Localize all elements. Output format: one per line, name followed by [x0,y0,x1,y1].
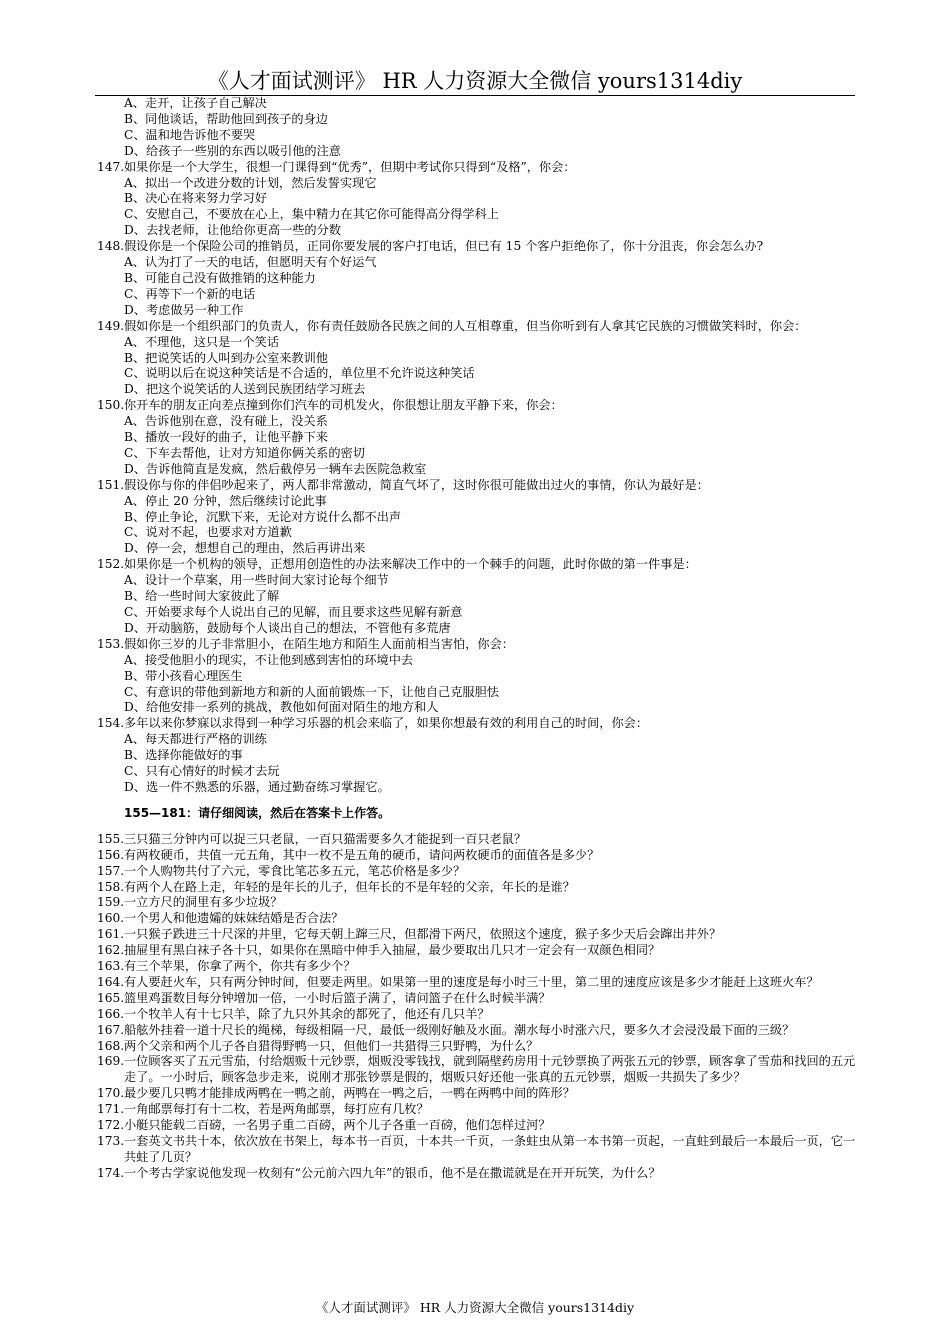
question-text: 你开车的朋友正向差点撞到你们汽车的司机发火，你很想让朋友平静下来，你会： [124,398,563,413]
answer-option: C、再等下一个新的电话 [124,286,256,301]
puzzle-text: 篮里鸡蛋数目每分钟增加一倍，一小时后篮子满了，请问篮子在什么时候半满？ [124,990,551,1005]
question-row [97,239,857,255]
puzzle-number: 168. [97,1038,125,1053]
question-number: 154. [97,716,125,731]
puzzle-text: 一套英文书共十本，依次放在书架上，每本书一百页，十本共一千页，一条蛀虫从第一本书第一页起，一直蛀到最后一本最后一页，它一共蛀了几页？ [124,1134,856,1164]
question-number: 148. [97,239,125,254]
lead-option: B、同他谈话，帮助他回到孩子的身边 [124,111,328,126]
question-item [97,239,857,319]
question-number: 149. [97,318,125,333]
answer-option: B、停止争论，沉默下来，无论对方说什么都不出声 [124,509,402,524]
puzzle-number: 166. [97,1006,125,1021]
question-item [97,637,857,717]
question-item [97,398,857,478]
answer-option: B、给一些时间大家彼此了解 [124,589,280,604]
question-number: 153. [97,636,125,651]
puzzle-text: 一个男人和他遗孀的妹妹结婚是否合法？ [124,911,344,926]
question-number: 151. [97,477,125,492]
answer-option: D、去找老师，让他给你更高一些的分数 [124,223,341,238]
puzzle-item [97,975,857,991]
answer-option: A、认为打了一天的电话，但愿明天有个好运气 [124,255,377,270]
puzzle-number: 173. [97,1134,125,1148]
puzzle-item [97,1039,857,1055]
answer-option: D、开动脑筋，鼓励每个人谈出自己的想法，不管他有多荒唐 [124,620,451,635]
puzzle-number: 156. [97,847,125,862]
answer-option: B、播放一段好的曲子，让他平静下来 [124,430,328,445]
question-text: 假设你与你的伴侣吵起来了，两人都非常激动，简直气坏了，这时你很可能做出过火的事情，你认为最好是： [124,477,709,492]
answer-option: C、开始要求每个人说出自己的见解，而且要求这些见解有新意 [124,605,463,619]
question-text: 假如你是一个组织部门的负责人，你有责任鼓励各民族之间的人互相尊重，但当你听到有人拿其它民族的习惯做笑料时，你会： [124,318,807,333]
lead-option: A、走开，让孩子自己解决 [124,96,267,110]
lead-options [97,96,857,160]
answer-option: A、停止 20 分钟，然后继续讨论此事 [124,493,327,508]
document-body [97,96,857,1182]
puzzle-item [97,911,857,927]
puzzle-item [97,880,857,896]
answer-option: B、选择你能做好的事 [124,748,243,763]
answer-option: C、安慰自己，不要放在心上，集中精力在其它你可能得高分得学科上 [124,207,499,222]
puzzle-item [97,1023,857,1039]
puzzle-text: 一个考古学家说他发现一枚刻有“公元前六四九年”的银币，他不是在撒谎就是在开开玩笑，为什么？ [124,1165,661,1180]
answer-option: C、下车去帮他，让对方知道你俩关系的密切 [124,445,365,460]
answer-option: D、停一会，想想自己的理由，然后再讲出来 [124,541,366,556]
answer-option: C、说对不起，也要求对方道歉 [124,525,292,540]
answer-option: B、把说笑话的人叫到办公室来教训他 [124,350,328,365]
question-text: 如果你是一个机构的领导，正想用创造性的办法来解决工作中的一个棘手的问题，此时你做的第一件事是： [124,557,697,572]
puzzle-number: 164. [97,974,125,989]
question-number: 147. [97,159,125,174]
puzzle-item [97,1054,857,1086]
puzzle-item [97,848,857,864]
question-row [97,557,857,573]
puzzle-item [97,959,857,975]
section-title: 155—181：请仔细阅读，然后在答案卡上作答。 [124,805,391,820]
answer-option: A、拟出一个改进分数的计划，然后发誓实现它 [124,175,377,190]
lead-option: C、温和地告诉他不要哭 [124,127,256,142]
puzzle-text: 抽屉里有黑白袜子各十只，如果你在黑暗中伸手入抽屉，最少要取出几只才一定会有一双颜色相同？ [124,943,661,958]
question-row [97,398,857,414]
puzzle-text: 一个牧羊人有十七只羊，除了九只外其余的都死了，他还有几只羊？ [124,1006,490,1021]
answer-option: D、告诉他简直是发疯，然后截停另一辆车去医院急救室 [124,461,427,476]
puzzle-text: 最少要几只鸭才能排成两鸭在一鸭之前，两鸭在一鸭之后，一鸭在两鸭中间的阵形？ [124,1086,575,1101]
puzzle-number: 165. [97,990,125,1005]
question-item [97,160,857,240]
question-number: 152. [97,557,125,572]
puzzle-number: 158. [97,879,125,894]
answer-option: B、决心在将来努力学习好 [124,191,268,206]
puzzle-number: 157. [97,863,125,878]
puzzle-text: 船舷外挂着一道十尺长的绳梯，每级相隔一尺，最低一级刚好触及水面。潮水每小时涨六尺，要多久才会浸没最下面的三级？ [124,1022,795,1037]
answer-option: C、说明以后在说这种笑话是不合适的，单位里不允许说这种笑话 [124,366,475,381]
puzzle-item [97,832,857,848]
puzzle-item [97,864,857,880]
answer-option: A、设计一个草案，用一些时间大家讨论每个细节 [124,573,389,588]
puzzle-text: 一角邮票每打有十二枚，若是两角邮票，每打应有几枚？ [124,1102,429,1117]
puzzle-text: 有两枚硬币，共值一元五角，其中一枚不是五角的硬币，请问两枚硬币的面值各是多少？ [124,847,600,862]
puzzle-item [97,1134,857,1166]
puzzle-number: 160. [97,911,125,926]
puzzle-number: 171. [97,1102,125,1117]
question-text: 假设你是一个保险公司的推销员，正同你要发展的客户打电话，但已有 15 个客户拒绝你了，你十分沮丧，你会怎么办? [124,239,764,254]
puzzle-text: 有两个人在路上走，年轻的是年长的儿子，但年长的不是年轻的父亲，年长的是谁？ [124,879,575,894]
question-list [97,160,857,796]
answer-option: B、可能自己没有做推销的这种能力 [124,270,316,285]
page-header: 《人才面试测评》 HR 人力资源大全微信 yours1314diy [207,69,743,93]
puzzle-item [97,943,857,959]
puzzle-number: 155. [97,831,125,846]
question-item [97,557,857,637]
question-item [97,716,857,796]
puzzle-item [97,1118,857,1134]
puzzle-number: 172. [97,1118,125,1133]
answer-option: C、有意识的带他到新地方和新的人面前锻炼一下，让他自己克服胆怯 [124,684,499,699]
puzzle-item [97,1102,857,1118]
puzzle-text: 有三个苹果，你拿了两个，你共有多少个？ [124,959,356,974]
question-item [97,478,857,558]
answer-option: A、接受他胆小的现实，不让他到感到害怕的环境中去 [124,652,414,667]
puzzle-text: 一只猴子跌进三十尺深的井里，它每天朝上蹿三尺，但都滑下两尺，依照这个速度，猴子多少天后会蹿出井外？ [124,927,722,942]
puzzle-text: 三只猫三分钟内可以捉三只老鼠，一百只猫需要多久才能捉到一百只老鼠？ [124,831,527,846]
puzzle-item [97,895,857,911]
puzzle-text: 一位顾客买了五元雪茄，付给烟贩十元钞票，烟贩没零钱找，就到隔壁药房用十元钞票换了两张五元的钞票，顾客拿了雪茄和找回的五元走了。一小时后，顾客急步走来，说刚才那张钞票是假的，烟贩只好还他一张真的五元钞票，烟贩一共损失了多少？ [124,1054,856,1085]
puzzle-number: 163. [97,959,125,974]
answer-option: D、把这个说笑话的人送到民族团结学习班去 [124,382,366,397]
puzzle-text: 小艇只能载二百磅，一名男子重二百磅，两个儿子各重一百磅，他们怎样过河？ [124,1118,551,1133]
answer-option: B、带小孩看心理医生 [124,668,243,683]
answer-option: A、不理他，这只是一个笑话 [124,334,280,349]
answer-option: D、考虑做另一种工作 [124,302,244,317]
puzzle-item [97,1007,857,1023]
puzzle-item [97,991,857,1007]
question-row [97,160,857,176]
question-row [97,716,857,732]
answer-option: A、每天都进行严格的训练 [124,732,267,747]
question-row [97,478,857,494]
puzzle-number: 169. [97,1054,125,1069]
answer-option: D、选一件不熟悉的乐器，通过勤奋练习掌握它。 [124,779,390,794]
puzzle-item [97,927,857,943]
puzzle-number: 174. [97,1165,125,1180]
puzzle-item [97,1086,857,1102]
puzzle-text: 有人要赶火车，只有两分钟时间，但要走两里。如果第一里的速度是每小时三十里，第二里的速度应该是多少才能赶上这班火车？ [124,974,819,989]
puzzle-number: 170. [97,1086,125,1101]
puzzle-number: 167. [97,1022,125,1037]
answer-option: A、告诉他别在意，没有碰上，没关系 [124,414,328,429]
puzzle-list [97,832,857,1182]
answer-option: C、只有心情好的时候才去玩 [124,764,280,779]
puzzle-text: 一个人购物共付了六元，零食比笔芯多五元，笔芯价格是多少？ [124,863,466,878]
puzzle-number: 162. [97,943,125,958]
question-number: 150. [97,398,125,413]
puzzle-text: 一立方尺的洞里有多少垃圾？ [124,895,283,910]
question-row [97,319,857,335]
answer-option: D、给他安排一系列的挑战，教他如何面对陌生的地方和人 [124,700,439,715]
question-text: 假如你三岁的儿子非常胆小，在陌生地方和陌生人面前相当害怕，你会： [124,636,514,651]
puzzle-item [97,1166,857,1182]
page-footer: 《人才面试测评》 HR 人力资源大全微信 yours1314diy [315,1300,635,1315]
puzzle-number: 159. [97,895,125,910]
question-text: 多年以来你梦寐以求得到一种学习乐器的机会来临了，如果你想最有效的利用自己的时间，你会： [124,716,649,731]
puzzle-number: 161. [97,927,125,942]
puzzle-text: 两个父亲和两个儿子各自猎得野鸭一只，但他们一共猎得三只野鸭，为什么？ [124,1038,539,1053]
question-item [97,319,857,399]
question-text: 如果你是一个大学生，很想一门课得到“优秀”，但期中考试你只得到“及格”，你会： [124,159,576,174]
question-row [97,637,857,653]
lead-option: D、给孩子一些别的东西以吸引他的注意 [124,143,341,158]
